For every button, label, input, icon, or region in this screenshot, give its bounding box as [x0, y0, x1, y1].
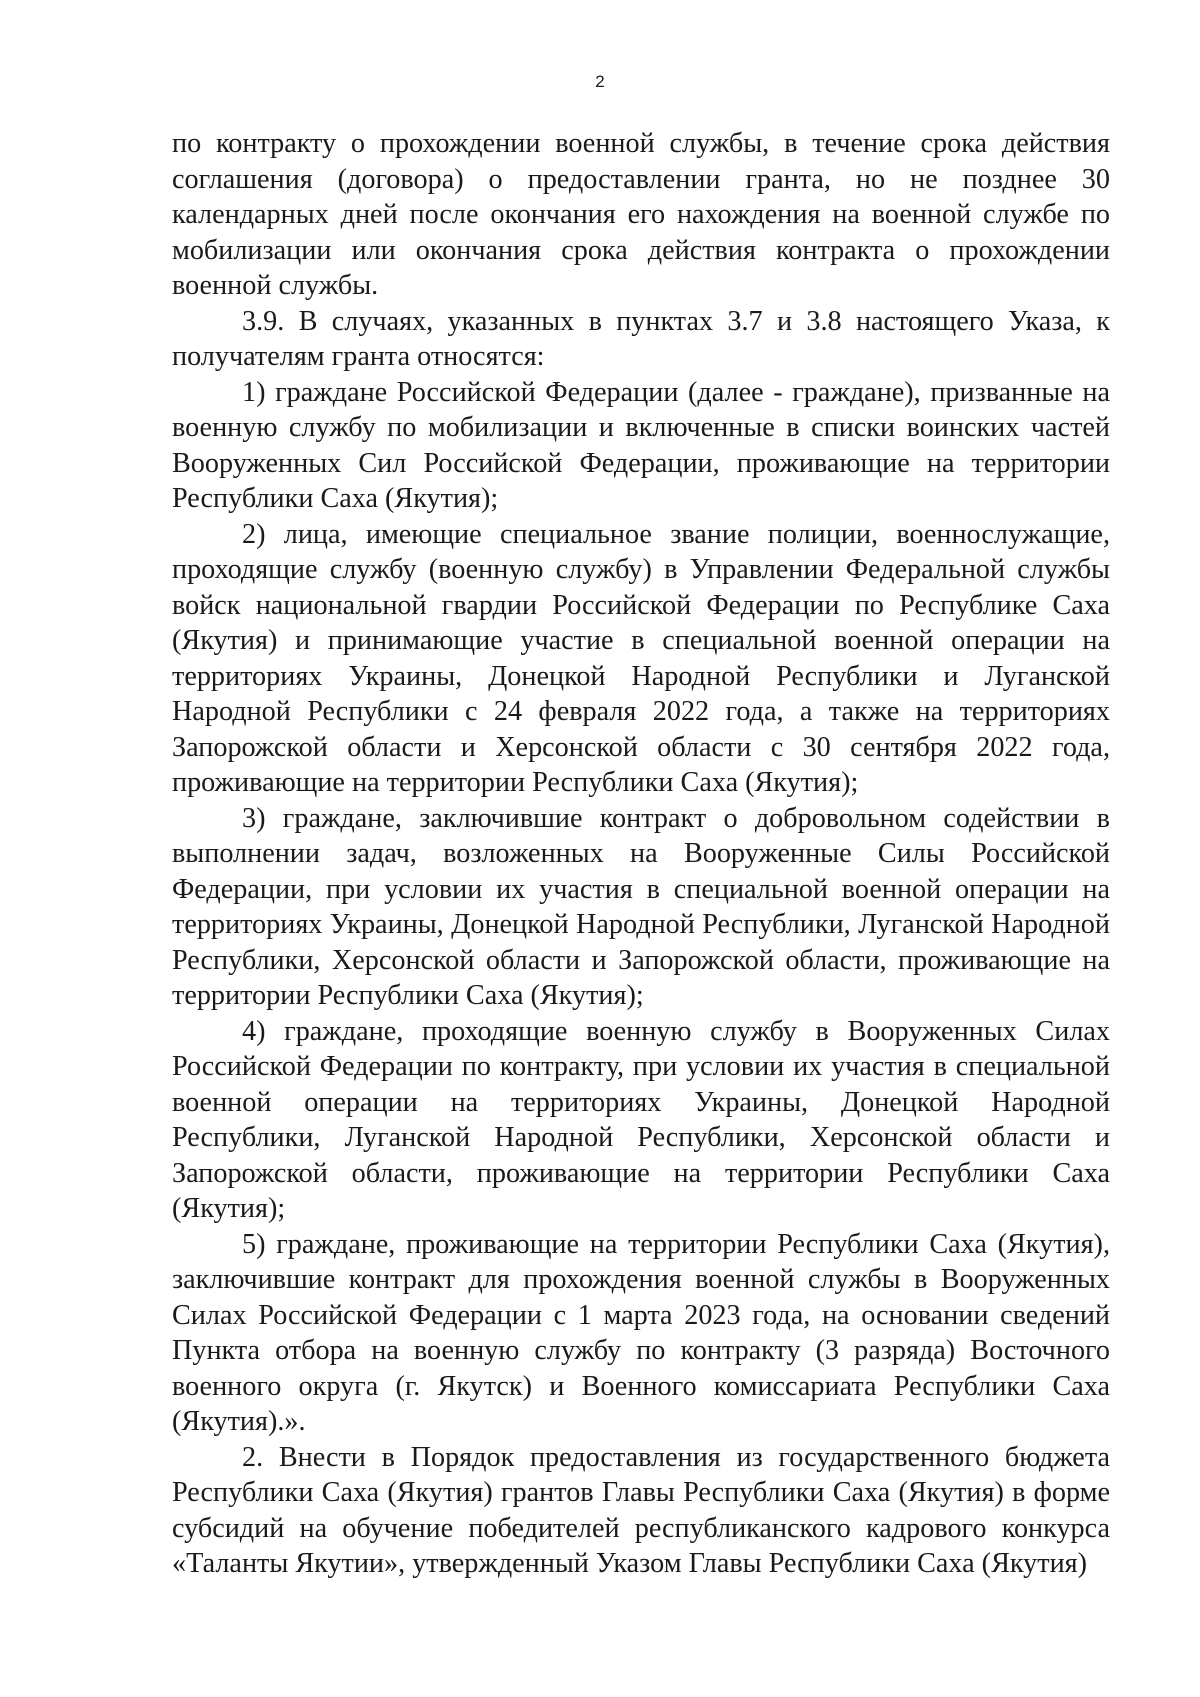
- paragraph-continuation: по контракту о прохождении военной службы, в течение срока действия соглашения (договора) о предоставлении гранта, но не позднее 30 календарных дней после окончания его нахождения на военной службе по мобилизации или окончания срока действия контракта о прохождении военной службы.: [172, 128, 1110, 301]
- paragraph-clause-3-9: 3.9. В случаях, указанных в пунктах 3.7 и 3.8 настоящего Указа, к получателям гранта относятся:: [172, 305, 1110, 372]
- list-item-3: 3) граждане, заключившие контракт о добровольном содействии в выполнении задач, возложенных на Вооруженные Силы Российской Федерации, при условии их участия в специальной военной операции на территориях Украины, Донецкой Народной Республики, Луганской Народной Республики, Херсонской области и Запорожской области, проживающие на территории Республики Саха (Якутия);: [172, 802, 1110, 1011]
- document-body: [172, 126, 1110, 1582]
- list-item-4: 4) граждане, проходящие военную службу в Вооруженных Силах Российской Федерации по контракту, при условии их участия в специальной военной операции на территориях Украины, Донецкой Народной Республики, Луганской Народной Республики, Херсонской области и Запорожской области, проживающие на территории Республики Саха (Якутия);: [172, 1015, 1110, 1224]
- page-number: 2: [595, 72, 605, 91]
- list-item-2: 2) лица, имеющие специальное звание полиции, военнослужащие, проходящие службу (военную службу) в Управлении Федеральной службы войск национальной гвардии Российской Федерации по Республике Саха (Якутия) и принимающие участие в специальной военной операции на территориях Украины, Донецкой Народной Республики и Луганской Народной Республики с 24 февраля 2022 года, а также на территориях Запорожской области и Херсонской области с 30 сентября 2022 года, проживающие на территории Республики Саха (Якутия);: [172, 518, 1110, 798]
- list-item-1: 1) граждане Российской Федерации (далее - граждане), призванные на военную службу по мобилизации и включенные в списки воинских частей Вооруженных Сил Российской Федерации, проживающие на территории Республики Саха (Якутия);: [172, 376, 1110, 514]
- paragraph-item-2: 2. Внести в Порядок предоставления из государственного бюджета Республики Саха (Якутия) грантов Главы Республики Саха (Якутия) в форме субсидий на обучение победителей республиканского кадрового конкурса «Таланты Якутии», утвержденный Указом Главы Республики Саха (Якутия): [172, 1441, 1110, 1579]
- list-item-5: 5) граждане, проживающие на территории Республики Саха (Якутия), заключившие контракт для прохождения военной службы в Вооруженных Силах Российской Федерации с 1 марта 2023 года, на основании сведений Пункта отбора на военную службу по контракту (3 разряда) Восточного военного округа (г. Якутск) и Военного комиссариата Республики Саха (Якутия).».: [172, 1228, 1110, 1437]
